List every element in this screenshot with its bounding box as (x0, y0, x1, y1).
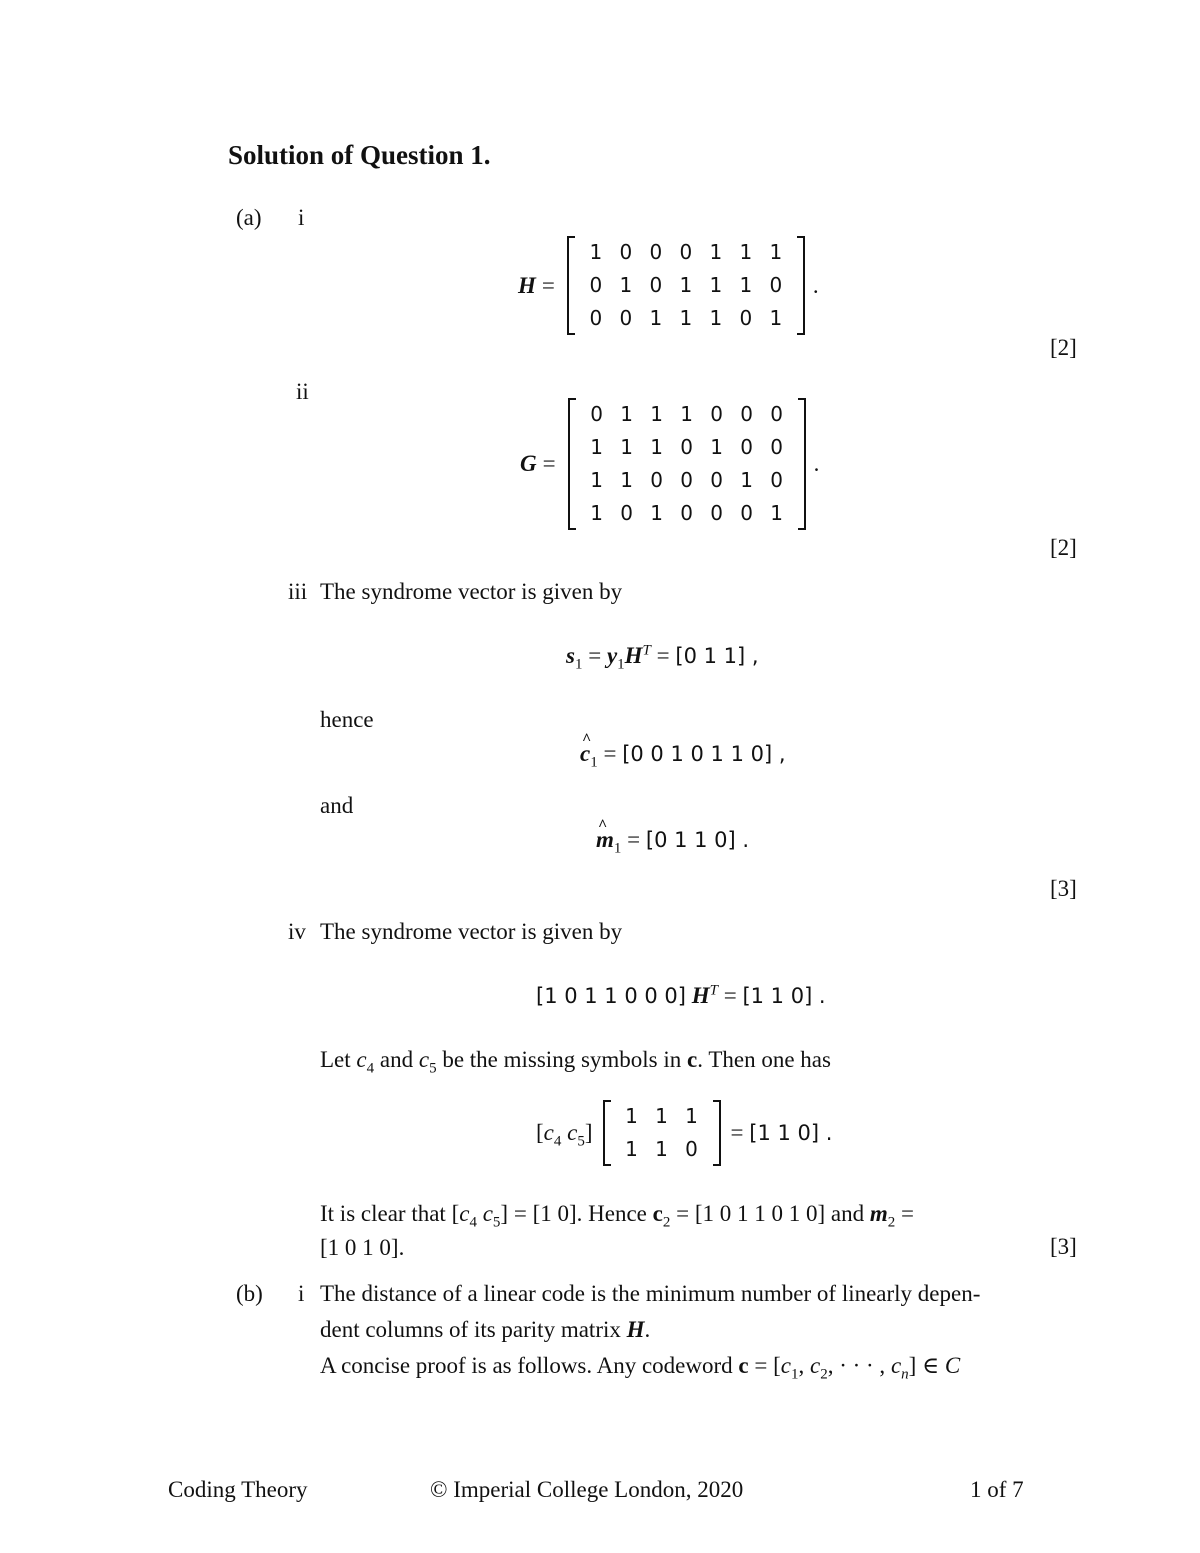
mark-a-iv: [3] (1050, 1234, 1077, 1259)
matrix-h-cell: 1 (679, 273, 693, 297)
matrix-g-cell: 1 (590, 435, 603, 459)
let-text-3: be the missing symbols in (442, 1047, 682, 1072)
hence-text: hence (320, 707, 374, 732)
matrix-h-cell: 1 (739, 240, 753, 264)
matrix-h-cell: 0 (649, 240, 663, 264)
matrix-g-cell: 0 (770, 402, 783, 426)
matrix-g-cell: 1 (620, 435, 633, 459)
matrix-h-cell: 0 (679, 240, 693, 264)
period: . (812, 272, 819, 298)
matrix-g-row (582, 497, 792, 530)
iv-submatrix-row (617, 1100, 707, 1133)
matrix-g-cell: 0 (770, 435, 783, 459)
iv-submatrix-cell: 1 (685, 1104, 698, 1128)
matrix-h-cell: 1 (589, 240, 603, 264)
mark-a-ii: [2] (1050, 535, 1077, 560)
message-estimate-value: [0 1 1 0] . (645, 828, 750, 852)
matrix-g-equation (520, 398, 819, 530)
clear-text-2: = [1 0]. Hence (513, 1201, 647, 1226)
matrix-h-cell: 1 (619, 273, 633, 297)
let-text-2: and (379, 1047, 414, 1072)
iv-let-line: Let $c_4$ and $c_5$ be the missing symbols in c. Then one has (320, 1047, 831, 1077)
matrix-g-cell: 1 (740, 468, 753, 492)
matrix-g-symbol: G (520, 451, 537, 476)
matrix-g-cell: 0 (710, 468, 723, 492)
clear-text-3: = [1 0 1 1 0 1 0] and (676, 1201, 865, 1226)
matrix-g-cell: 1 (620, 402, 633, 426)
matrix-g-cell: 0 (710, 402, 723, 426)
iv-submatrix-cell: 1 (625, 1104, 638, 1128)
matrix-h (567, 236, 805, 335)
iii-intro: The syndrome vector is given by (320, 579, 623, 604)
matrix-g-cell: 0 (620, 501, 633, 525)
matrix-h-cell: 1 (679, 306, 693, 330)
iv-received-vector: [1 0 1 1 0 0 0] (536, 984, 686, 1008)
iv-matrix-eq-value: [1 1 0] . (749, 1121, 833, 1145)
matrix-g-cell: 1 (590, 501, 603, 525)
part-b-item-i-label: i (298, 1281, 305, 1306)
iv-submatrix-cell: 1 (655, 1104, 668, 1128)
part-b-line-1: The distance of a linear code is the minimum number of linearly depen- (320, 1281, 981, 1306)
iv-syndrome-value: [1 1 0] . (742, 984, 826, 1008)
codeword-estimate-eq: ^ $c_1 = [0$ 0 1 0 1 1 0] , (580, 740, 786, 768)
matrix-g-cell: 0 (680, 501, 693, 525)
matrix-g-row (582, 431, 792, 464)
clear-text-4: = (900, 1201, 914, 1226)
page-title: Solution of Question 1. (228, 140, 491, 170)
mark-a-i: [2] (1050, 335, 1077, 360)
iv-syndrome-eq: [1 0 1 1 0 0 0] $H^T = [1$ 1 0] . (536, 982, 826, 1008)
part-b-line-3-text: A concise proof is as follows. Any codeword (320, 1353, 733, 1378)
matrix-g-cell: 1 (620, 468, 633, 492)
matrix-h-cell: 1 (769, 240, 783, 264)
iv-matrix-equation: [$c_4$ $c_5$] 1 1 1 1 1 0 = [1 1 0] . (536, 1100, 832, 1166)
part-b-line-2: dent columns of its parity matrix H. (320, 1317, 651, 1342)
matrix-g-cell: 1 (710, 435, 723, 459)
matrix-h-cell: 1 (769, 306, 783, 330)
matrix-g-row (582, 464, 792, 497)
part-a-label: (a) (236, 205, 262, 230)
matrix-g-cell: 0 (740, 501, 753, 525)
and-text: and (320, 793, 354, 818)
equals-sign: = (542, 451, 556, 476)
iv-submatrix-cell: 1 (625, 1137, 638, 1161)
matrix-g (568, 398, 806, 530)
matrix-g-cell: 1 (590, 468, 603, 492)
matrix-g-cell: 0 (590, 402, 603, 426)
matrix-g-cell: 0 (680, 468, 693, 492)
matrix-g-cell: 0 (740, 435, 753, 459)
iv-submatrix (603, 1100, 721, 1166)
matrix-h-row (581, 236, 791, 269)
matrix-h-cell: 0 (589, 306, 603, 330)
matrix-h-equation (518, 236, 819, 335)
matrix-g-cell: 1 (680, 402, 693, 426)
period: . (813, 451, 820, 476)
matrix-h-row (581, 269, 791, 302)
equals-sign: = (541, 272, 555, 298)
matrix-h-cell: 0 (739, 306, 753, 330)
matrix-g-cell: 0 (740, 402, 753, 426)
iv-conclusion-line-2: [1 0 1 0]. (320, 1235, 405, 1260)
part-b-label: (b) (236, 1281, 263, 1306)
part-b-line-3: A concise proof is as follows. Any codeword $c = [c_1$, $c_2$, · · · , $c_n$] ∈ C (320, 1353, 961, 1383)
codeword-estimate-value: [0 0 1 0 1 1 0] , (622, 742, 786, 766)
matrix-h-cell: 1 (709, 240, 723, 264)
matrix-g-cell: 1 (650, 501, 663, 525)
matrix-h-cell: 1 (649, 306, 663, 330)
iv-intro: The syndrome vector is given by (320, 919, 623, 944)
matrix-h-cell: 0 (649, 273, 663, 297)
item-i-label: i (298, 205, 305, 230)
matrix-h-symbol: H (518, 272, 536, 298)
matrix-h-row (581, 302, 791, 335)
footer-course: Coding Theory (168, 1477, 308, 1502)
footer-page-number: 1 of 7 (970, 1477, 1024, 1502)
syndrome-eq-1: $s_1 = y_1H^T = [0$ 1 1] , (566, 642, 759, 673)
matrix-g-cell: 1 (650, 402, 663, 426)
iv-submatrix-cell: 1 (655, 1137, 668, 1161)
matrix-h-cell: 0 (619, 306, 633, 330)
item-ii-label: ii (296, 379, 309, 404)
matrix-h-cell: 1 (739, 273, 753, 297)
matrix-h-cell: 0 (619, 240, 633, 264)
matrix-g-cell: 1 (770, 501, 783, 525)
message-estimate-eq: ^ $m_1 = [0$ 1 1 0] . (596, 826, 749, 854)
matrix-g-cell: 0 (770, 468, 783, 492)
iv-conclusion-line-1: It is clear that [$c_4$ $c_5] = [1$ 0]. Hence $c_2 = [1$ 0 1 1 0 1 0] and $m_2$ = (320, 1201, 914, 1231)
matrix-g-row (582, 398, 792, 431)
clear-text-1: It is clear that (320, 1201, 446, 1226)
matrix-g-cell: 0 (650, 468, 663, 492)
iv-submatrix-cell: 0 (685, 1137, 698, 1161)
matrix-h-cell: 1 (709, 306, 723, 330)
matrix-h-cell: 0 (769, 273, 783, 297)
matrix-h-cell: 1 (709, 273, 723, 297)
footer-copyright: © Imperial College London, 2020 (430, 1477, 744, 1502)
item-iv-label: iv (288, 919, 306, 944)
matrix-g-cell: 1 (650, 435, 663, 459)
iv-submatrix-row (617, 1133, 707, 1166)
matrix-g-cell: 0 (680, 435, 693, 459)
let-text-1: Let (320, 1047, 351, 1072)
item-iii-label: iii (288, 579, 308, 604)
let-text-4: . Then one has (697, 1047, 831, 1072)
mark-a-iii: [3] (1050, 876, 1077, 901)
matrix-h-cell: 0 (589, 273, 603, 297)
matrix-g-cell: 0 (710, 501, 723, 525)
syndrome-eq-1-value: [0 1 1] , (675, 644, 759, 668)
part-b-line-2-text: dent columns of its parity matrix (320, 1317, 621, 1342)
